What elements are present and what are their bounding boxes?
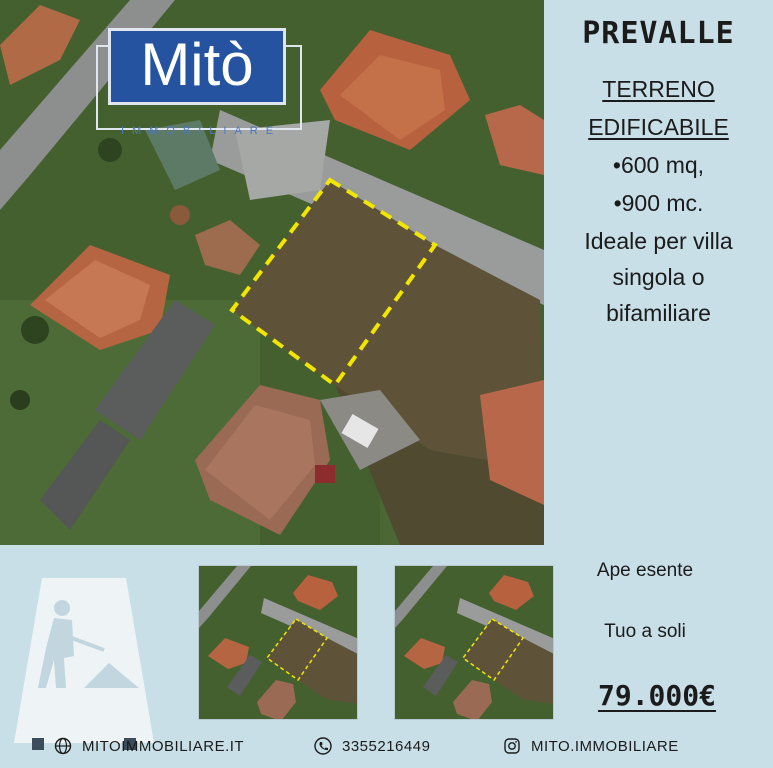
worker-shovel-icon — [14, 578, 154, 750]
thumbnail-aerial-1[interactable] — [198, 565, 358, 720]
volume-text: •900 mc. — [613, 190, 704, 216]
offer-text: Tuo a soli — [604, 621, 686, 642]
ape-text: Ape esente — [596, 560, 694, 581]
logo-tagline: IMMOBILIARE — [120, 125, 282, 137]
type-line-1: TERRENO — [602, 76, 715, 102]
logo-brand: Mitò — [140, 31, 254, 98]
listing-info-panel — [544, 0, 773, 545]
type-line-2: EDIFICABILE — [588, 114, 729, 140]
instagram-text[interactable]: MITO.IMMOBILIARE — [531, 737, 679, 755]
area-text: •600 mq, — [612, 152, 705, 178]
instagram-contact[interactable] — [503, 737, 679, 755]
phone-text[interactable]: 3355216449 — [342, 737, 431, 755]
phone-icon — [314, 737, 332, 755]
thumbnail-aerial-2[interactable] — [394, 565, 554, 720]
city-title: PREVALLE — [582, 16, 735, 51]
website-text[interactable]: MITOIMMOBILIARE.IT — [82, 737, 245, 755]
description-line-1: Ideale per villa — [584, 228, 733, 254]
bottom-strip — [0, 545, 773, 768]
price-text: 79.000€ — [597, 679, 716, 712]
instagram-icon — [503, 737, 521, 755]
phone-contact[interactable] — [314, 737, 430, 755]
description-line-2: singola o — [612, 264, 705, 290]
globe-icon — [54, 737, 72, 755]
contacts-bar — [0, 733, 773, 763]
description-line-3: bifamiliare — [606, 300, 711, 326]
website-contact[interactable] — [54, 737, 244, 755]
company-logo — [94, 25, 308, 145]
